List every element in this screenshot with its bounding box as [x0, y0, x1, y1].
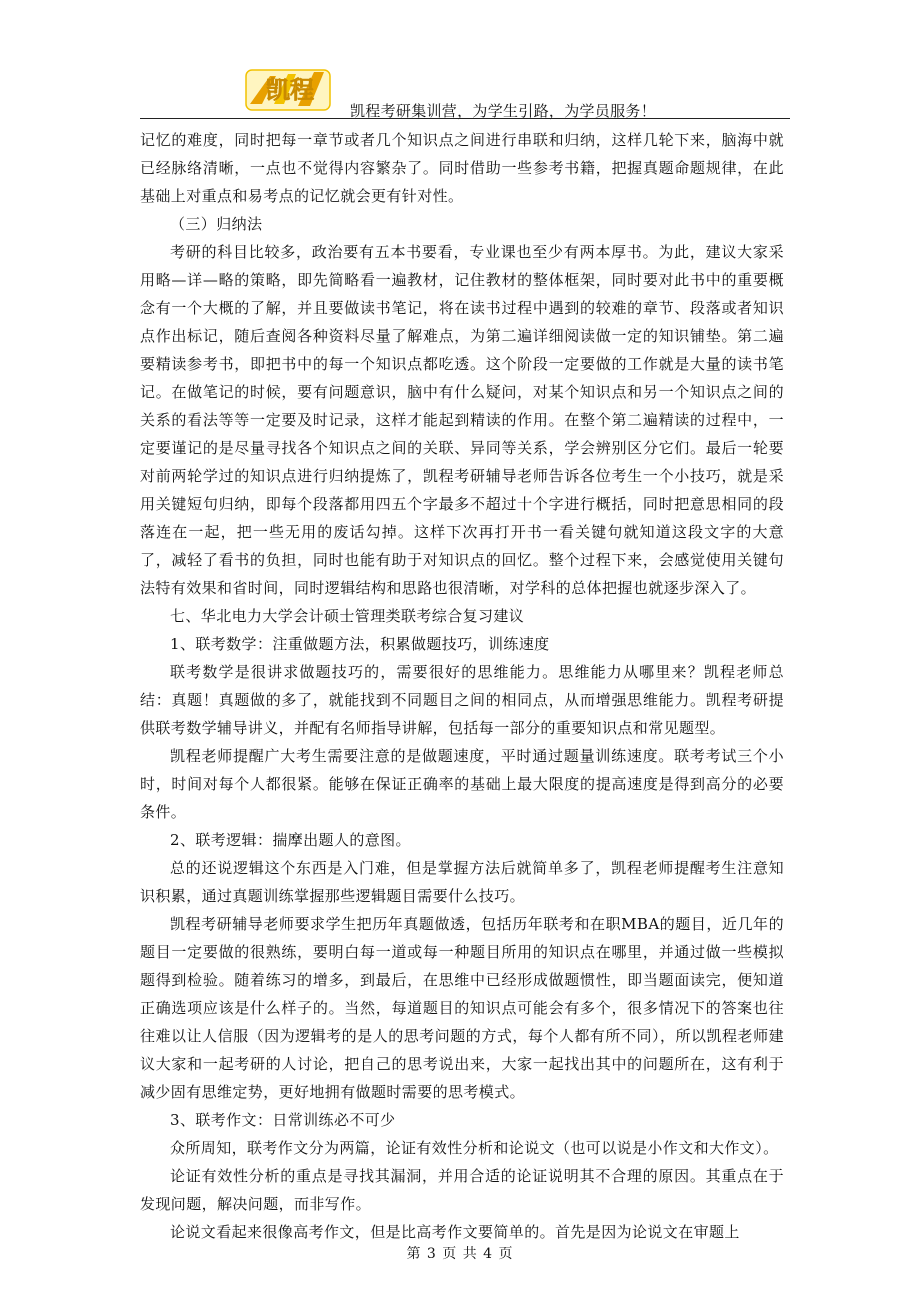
header-slogan: 凯程考研集训营，为学生引路，为学员服务！ [350, 102, 657, 120]
document-body [140, 126, 784, 1246]
paragraph-10: 凯程考研辅导老师要求学生把历年真题做透，包括历年联考和在职MBA的题目，近几年的题目一定要做的很熟练，要明白每一道或每一种题目所用的知识点在哪里，并通过做一些模拟题得到检验。随着练习的增多，到最后，在思维中已经形成做题惯性，即当题面读完，便知道正确选项应该是什么样子的。当然，每道题目的知识点可能会有多个，很多情况下的答案也往往难以让人信服（因为逻辑考的是人的思考问题的方式，每个人都有所不同），所以凯程老师建议大家和一起考研的人讨论，把自己的思考说出来，大家一起找出其中的问题所在，这有利于减少固有思维定势，更好地拥有做题时需要的思考模式。 [140, 915, 784, 1101]
header-divider [140, 118, 790, 119]
subheading-writing: 3、联考作文：日常训练必不可少 [170, 1111, 396, 1129]
section-heading-7: 七、华北电力大学会计硕士管理类联考综合复习建议 [170, 607, 525, 625]
logo-graphic [244, 64, 336, 116]
paragraph-12: 众所周知，联考作文分为两篇，论证有效性分析和论说文（也可以说是小作文和大作文）。 [170, 1139, 779, 1157]
subheading-logic: 2、联考逻辑：揣摩出题人的意图。 [170, 831, 411, 849]
paragraph-3: 考研的科目比较多，政治要有五本书要看，专业课也至少有两本厚书。为此，建议大家采用略—详—略的策略，即先简略看一遍教材，记住教材的整体框架，同时要对此书中的重要概念有一个大概的了解，并且要做读书笔记，将在读书过程中遇到的较难的章节、段落或者知识点作出标记，随后查阅各种资料尽量了解难点，为第二遍详细阅读做一定的知识铺垫。第二遍要精读参考书，即把书中的每一个知识点都吃透。这个阶段一定要做的工作就是大量的读书笔记。在做笔记的时候，要有问题意识，脑中有什么疑问，对某个知识点和另一个知识点之间的关系的看法等等一定要及时记录，这样才能起到精读的作用。在整个第二遍精读的过程中，一定要谨记的是尽量寻找各个知识点之间的关联、异同等关系，学会辨别区分它们。最后一轮要对前两轮学过的知识点进行归纳提炼了，凯程考研辅导老师告诉各位考生一个小技巧，就是采用关键短句归纳，即每个段落都用四五个字最多不超过十个字进行概括，同时把意思相同的段落连在一起，把一些无用的废话勾掉。这样下次再打开书一看关键句就知道这段文字的大意了，减轻了看书的负担，同时也能有助于对知识点的回忆。整个过程下来，会感觉使用关键句法特有效果和省时间，同时逻辑结构和思路也很清晰，对学科的总体把握也就逐步深入了。 [140, 243, 784, 597]
subheading-math: 1、联考数学：注重做题方法，积累做题技巧，训练速度 [170, 635, 550, 653]
paragraph-7: 凯程老师提醒广大考生需要注意的是做题速度，平时通过题量训练速度。联考考试三个小时，时间对每个人都很紧。能够在保证正确率的基础上最大限度的提高速度是得到高分的必要条件。 [140, 747, 784, 821]
section-heading-induction: （三）归纳法 [170, 215, 263, 233]
svg-text:凯程: 凯程 [266, 76, 314, 104]
page-footer: 第 3 页 共 4 页 [406, 1246, 514, 1262]
page-header [140, 40, 790, 118]
paragraph-9: 总的还说逻辑这个东西是入门难，但是掌握方法后就简单多了，凯程老师提醒考生注意知识积累，通过真题训练掌握那些逻辑题目需要什么技巧。 [140, 859, 784, 905]
paragraph-14: 论说文看起来很像高考作文，但是比高考作文要简单的。首先是因为论说文在审题上 [170, 1223, 740, 1241]
paragraph-1: 记忆的难度，同时把每一章节或者几个知识点之间进行串联和归纳，这样几轮下来，脑海中就已经脉络清晰，一点也不觉得内容繁杂了。同时借助一些参考书籍，把握真题命题规律，在此基础上对重点和易考点的记忆就会更有针对性。 [140, 131, 784, 205]
kaicheng-logo [244, 64, 336, 116]
paragraph-13: 论证有效性分析的重点是寻找其漏洞，并用合适的论证说明其不合理的原因。其重点在于发现问题，解决问题，而非写作。 [140, 1167, 784, 1213]
paragraph-6: 联考数学是很讲求做题技巧的，需要很好的思维能力。思维能力从哪里来？凯程老师总结：真题！真题做的多了，就能找到不同题目之间的相同点，从而增强思维能力。凯程考研提供联考数学辅导讲义，并配有名师指导讲解，包括每一部分的重要知识点和常见题型。 [140, 663, 784, 737]
